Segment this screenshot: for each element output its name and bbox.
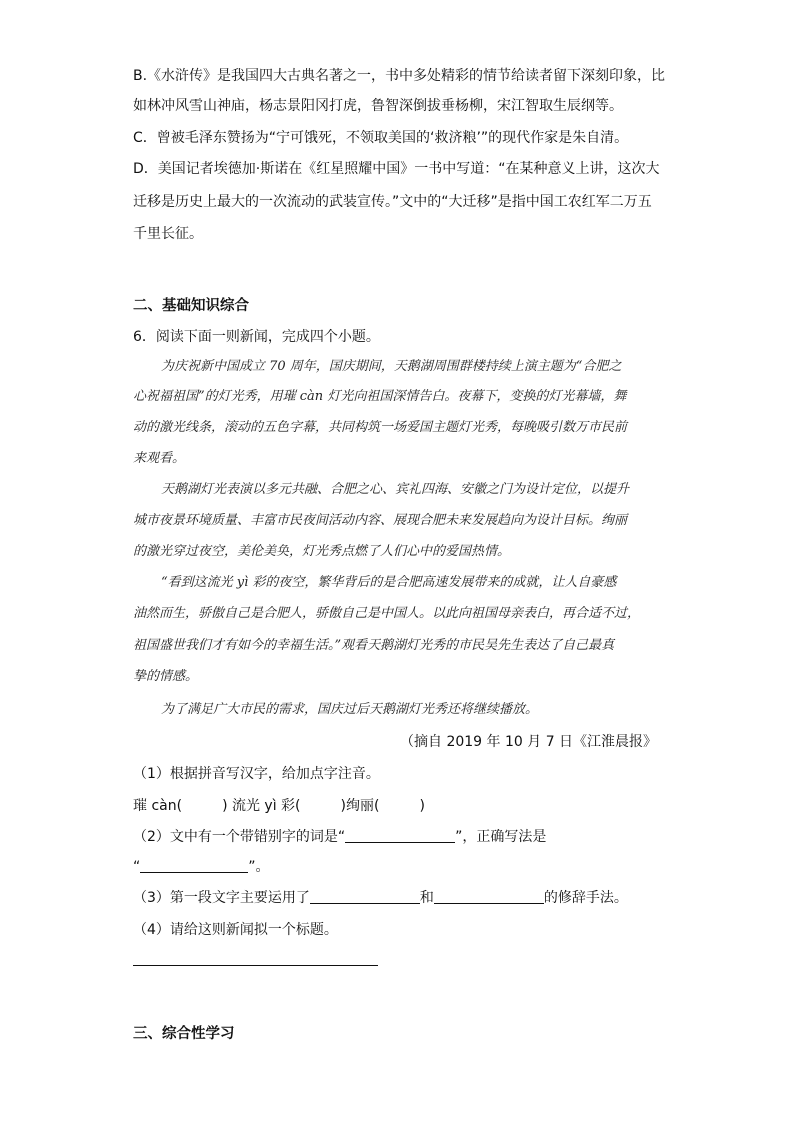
sub-question-2-text-b: ”，正确写法是 — [455, 829, 547, 845]
option-d-line-1: D．美国记者埃德加·斯诺在《红星照耀中国》一书中写道：“在某种意义上讲，这次大 — [133, 161, 660, 177]
sub-question-2 — [133, 827, 546, 847]
article-p3-line-1: “看到这流光 yì 彩的夜空，繁华背后的是合肥高速发展带来的成就，让人自豪感 — [161, 575, 617, 590]
sub-question-3-text-c: 的修辞手法。 — [543, 890, 628, 906]
rhetoric-blank-1[interactable] — [310, 889, 420, 904]
article-p1-line-4: 来观看。 — [133, 451, 186, 466]
article-p1-line-1: 为庆祝新中国成立 70 周年，国庆期间，天鹅湖周围群楼持续上演主题为“合肥之 — [161, 359, 622, 374]
sub-question-2-text-a: （2）文中有一个带错别字的词是“ — [133, 829, 346, 845]
pinyin-item-2: ) 流光 yì 彩( — [222, 798, 301, 814]
article-p2-line-3: 的激光穿过夜空，美伦美奂，灯光秀点燃了人们心中的爱国热情。 — [133, 544, 511, 559]
sub-question-4: （4）请给这则新闻拟一个标题。 — [133, 922, 338, 938]
option-d-line-3: 千里长征。 — [133, 226, 203, 242]
title-answer-line[interactable] — [133, 965, 378, 966]
article-p3-line-2: 油然而生，骄傲自己是合肥人，骄傲自己是中国人。以此向祖国母亲表白，再合适不过， — [133, 606, 641, 621]
question-6-prompt: 6．阅读下面一则新闻，完成四个小题。 — [133, 329, 380, 345]
sub-question-1-items — [133, 796, 425, 816]
article-p2-line-1: 天鹅湖灯光表演以多元共融、合肥之心、宾礼四海、安徽之门为设计定位，以提升 — [161, 482, 630, 497]
pinyin-item-close: ) — [419, 798, 425, 814]
pinyin-item-1: 璀 càn( — [133, 798, 183, 814]
sub-question-2-text-c: “ — [133, 859, 141, 875]
section-3-heading: 三、综合性学习 — [133, 1026, 235, 1042]
pinyin-item-3: )绚丽( — [340, 798, 380, 814]
sub-question-1: （1）根据拼音写汉字，给加点字注音。 — [133, 766, 380, 782]
sub-question-2-text-d: ”。 — [248, 859, 270, 875]
wrong-word-blank[interactable] — [345, 828, 455, 843]
article-source: （摘自 2019 年 10 月 7 日《江淮晨报》 — [400, 734, 658, 750]
option-b-line-1: B.《水浒传》是我国四大古典名著之一，书中多处精彩的情节给读者留下深刻印象，比 — [133, 68, 666, 84]
option-d-line-2: 迁移是历史上最大的一次流动的武装宣传。”文中的“大迁移”是指中国工农红军二万五 — [133, 194, 652, 210]
article-p2-line-2: 城市夜景环境质量、丰富市民夜间活动内容、展现合肥未来发展趋向为设计目标。绚丽 — [133, 513, 628, 528]
option-c-line-1: C．曾被毛泽东赞扬为“宁可饿死，不领取美国的‘救济粮’”的现代作家是朱自清。 — [133, 130, 629, 146]
rhetoric-blank-2[interactable] — [434, 889, 544, 904]
option-b-line-2: 如林冲风雪山神庙，杨志景阳冈打虎，鲁智深倒拔垂杨柳，宋江智取生辰纲等。 — [133, 98, 623, 114]
sub-question-2-cont — [133, 857, 270, 877]
sub-question-3-text-b: 和 — [419, 890, 434, 906]
article-p4-line-1: 为了满足广大市民的需求，国庆过后天鹅湖灯光秀还将继续播放。 — [161, 702, 539, 717]
article-p1-line-3: 动的激光线条，滚动的五色字幕，共同构筑一场爱国主题灯光秀，每晚吸引数万市民前 — [133, 420, 628, 435]
article-p3-line-3: 祖国盛世我们才有如今的幸福生活。”观看天鹅湖灯光秀的市民吴先生表达了自己最真 — [133, 638, 615, 653]
correct-word-blank[interactable] — [140, 858, 248, 873]
sub-question-3-text-a: （3）第一段文字主要运用了 — [133, 890, 310, 906]
section-2-heading: 二、基础知识综合 — [133, 298, 249, 314]
article-p3-line-4: 挚的情感。 — [133, 669, 199, 684]
sub-question-3 — [133, 888, 628, 908]
article-p1-line-2: 心祝福祖国”的灯光秀，用璀 càn 灯光向祖国深情告白。夜幕下，变换的灯光幕墙，舞 — [133, 389, 627, 404]
